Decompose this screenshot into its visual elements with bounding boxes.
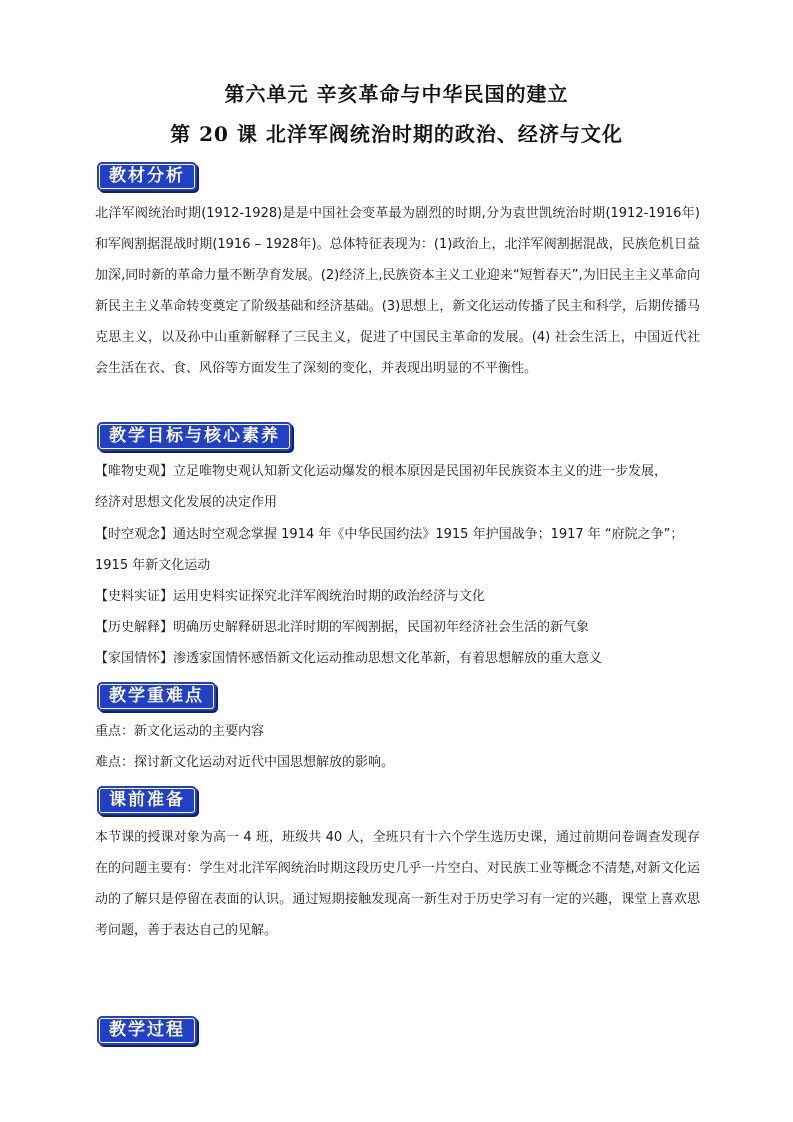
- objective-line: 【唯物史观】立足唯物史观认知新文化运动爆发的根本原因是民国初年民族资本主义的进一步发展，: [95, 464, 668, 479]
- objective-line: 经济对思想文化发展的决定作用: [95, 495, 278, 510]
- section-badge-process: 教学过程: [97, 1016, 197, 1045]
- preparation-paragraph: 本节课的授课对象为高一 4 班，班级共 40 人，全班只有十六个学生选历史课，通过前期问卷调查发现存在的问题主要有：学生对北洋军阀统治时期这段历史几乎一片空白、对民族工业等概念不清楚,对新文化运动的了解只是停留在表面的认识。通过短期接触发现高一新生对于历史学习有一定的兴趣，课堂上喜欢思考问题，善于表达自己的见解。: [95, 830, 700, 938]
- focus-point: 重点：新文化运动的主要内容: [95, 724, 265, 739]
- objective-line: 1915 年新文化运动: [95, 558, 211, 573]
- objective-line: 【史料实证】运用史料实证探究北洋军阀统治时期的政治经济与文化: [95, 589, 486, 604]
- analysis-paragraph: 北洋军阀统治时期(1912-1928)是是中国社会变革最为剧烈的时期,分为袁世凯统治时期(1912-1916年)和军阀割据混战时期(1916 – 1928年)。总体特征表现为：(1)政治上，北洋军阀割据混战，民族危机日益加深,同时新的革命力量不断孕育发展。(2)经济上,民族资本主义工业迎来“短暂春天”,为旧民主主义革命向新民主主义革命转变奠定了阶级基础和经济基础。(3)思想上，新文化运动传播了民主和科学，后期传播马克思主义，以及孙中山重新解释了三民主义，促进了中国民主革命的发展。(4) 社会生活上，中国近代社会生活在衣、食、风俗等方面发生了深刻的变化，并表现出明显的不平衡性。: [95, 206, 700, 376]
- section-badge-objectives: 教学目标与核心素养: [97, 422, 292, 451]
- lesson-title: 第 20 课 北洋军阀统治时期的政治、经济与文化: [170, 122, 623, 146]
- unit-title: 第六单元 辛亥革命与中华民国的建立: [224, 82, 569, 106]
- section-badge-preparation: 课前准备: [97, 786, 197, 815]
- objective-line: 【时空观念】通达时空观念掌握 1914 年《中华民国约法》1915 年护国战争；1917 年 “府院之争”；: [95, 527, 684, 542]
- difficulty-point: 难点：探讨新文化运动对近代中国思想解放的影响。: [95, 755, 395, 770]
- section-badge-key-points: 教学重难点: [97, 682, 216, 711]
- section-badge-analysis: 教材分析: [97, 162, 197, 191]
- objective-line: 【历史解释】明确历史解释研思北洋时期的军阀割据，民国初年经济社会生活的新气象: [95, 620, 590, 635]
- objective-line: 【家国情怀】渗透家国情怀感悟新文化运动推动思想文化革新，有着思想解放的重大意义: [95, 651, 603, 666]
